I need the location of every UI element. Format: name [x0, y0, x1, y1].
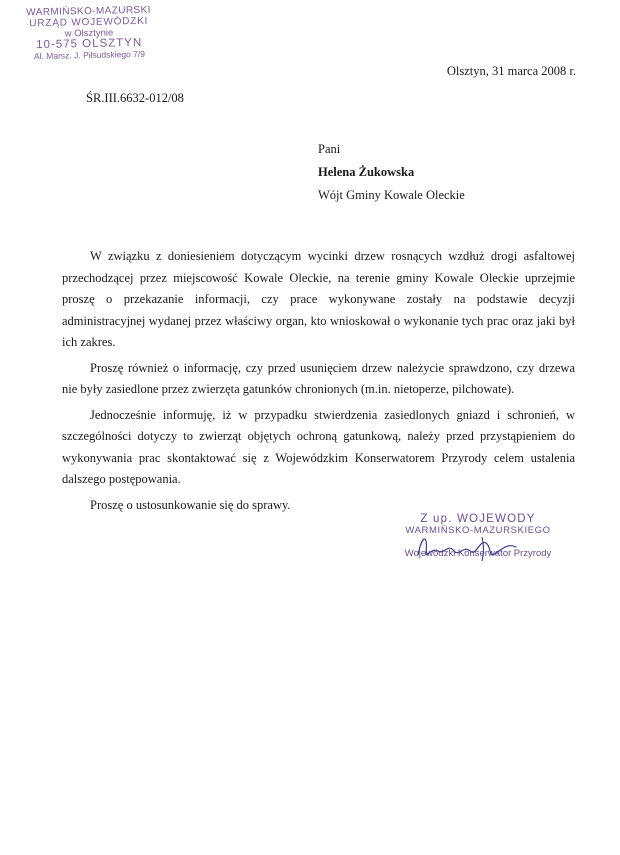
recipient-block [318, 138, 465, 207]
reference-number: ŚR.III.6632-012/08 [86, 91, 184, 105]
signature-stamp-line-2: WARMIŃSKO-MAZURSKIEGO [405, 525, 551, 536]
signature-stamp-line-3: Wojewódzki Konserwator Przyrody [404, 548, 552, 559]
paragraph: Jednocześnie informuję, iż w przypadku stwierdzenia zasiedlonych gniazd i schronień, w szczególności dotyczy to zwierząt objętych ochroną gatunkową, należy przed przystąpieniem do wykonywania prac skontaktować się z Wojewódzkim Konserwatorem Przyrody celem ustalenia dalszego postępowania. [62, 407, 575, 486]
paragraph: W związku z doniesieniem dotyczącym wycinki drzew rosnących wzdłuż drogi asfaltowej przechodzącej przez miejscowość Kowale Oleckie, na terenie gminy Kowale Oleckie uprzejmie proszę o przekazanie informacji, czy prace wykonywane zostały na podstawie decyzji administracyjnej wydanej przez właściwy organ, kto wnioskował o wykonanie tych prac oraz jaki był ich zakres. [62, 249, 575, 349]
stamp-line-2: URZĄD WOJEWÓDZKI [29, 15, 149, 30]
stamp-line-5: Al. Marsz. J. Piłsudskiego 7/9 [33, 48, 146, 62]
stamp-line-3: w Olsztynie [64, 27, 114, 40]
handwritten-signature [412, 529, 522, 565]
letter-date: Olsztyn, 31 marca 2008 r. [446, 64, 576, 78]
letter-body [62, 246, 575, 520]
paragraph: Proszę o ustosunkowanie się do sprawy. [90, 497, 291, 512]
letterhead-stamp [5, 4, 172, 62]
recipient-name: Helena Żukowska [318, 165, 415, 179]
recipient-salutation: Pani [318, 142, 341, 156]
signature-stamp [398, 513, 558, 559]
paragraph: Proszę również o informację, czy przed usunięciem drzew należycie sprawdzono, czy drzewa nie były zasiedlone przez zwierzęta gatunków chronionych (m.in. nietoperze, pilchowate). [62, 360, 575, 396]
signature-stamp-line-1: Z up. WOJEWODY [420, 513, 536, 525]
stamp-line-1: WARMIŃSKO-MAZURSKI [26, 4, 151, 19]
recipient-title: Wójt Gminy Kowale Oleckie [318, 188, 465, 202]
stamp-line-4: 10-575 OLSZTYN [36, 36, 143, 52]
